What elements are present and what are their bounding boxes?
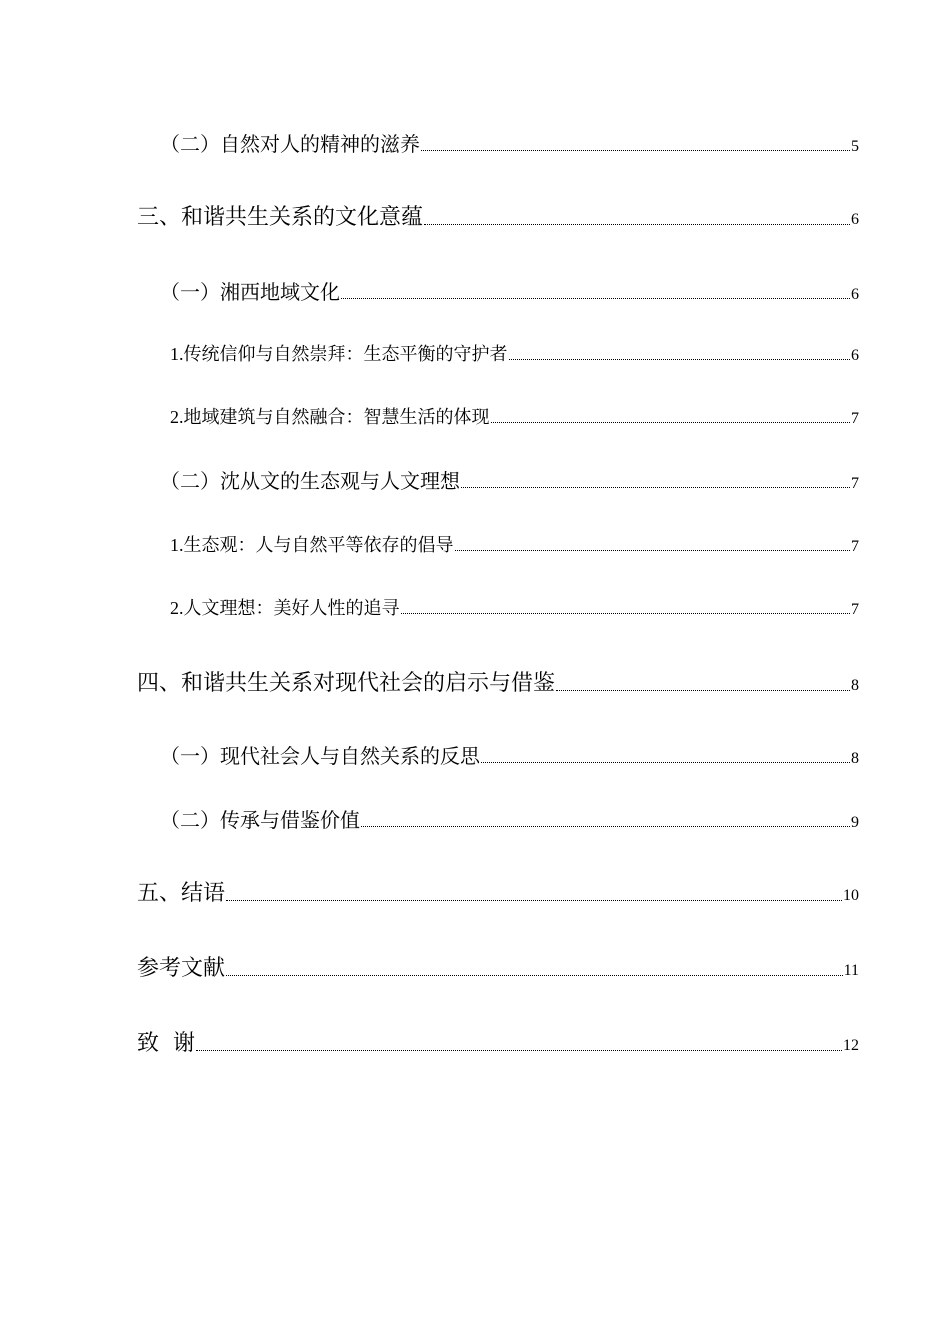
toc-entry[interactable]	[0, 594, 859, 620]
toc-entry-number: 2.	[170, 598, 184, 618]
toc-entry[interactable]	[0, 876, 859, 907]
toc-entry-title: 致 谢	[137, 1031, 195, 1056]
toc-entry-title: （二）传承与借鉴价值	[160, 808, 360, 832]
toc-page-number: 8	[851, 677, 859, 694]
toc-page-number: 10	[843, 887, 859, 904]
toc-entry[interactable]	[0, 465, 859, 494]
toc-leader-dots	[481, 762, 850, 763]
toc-entry-title: 三、和谐共生关系的文化意蕴	[137, 205, 424, 230]
toc-entry[interactable]	[0, 1026, 859, 1057]
toc-page-number: 12	[843, 1037, 859, 1054]
toc-entry-text: 人文理想：美好人性的追寻	[183, 598, 400, 619]
toc-leader-dots	[491, 422, 851, 423]
toc-entry-title: （二）自然对人的精神的滋养	[160, 132, 420, 156]
toc-entry-title	[170, 531, 454, 557]
toc-page-number: 11	[843, 962, 859, 979]
toc-entry[interactable]	[0, 276, 859, 305]
toc-page-number: 7	[851, 475, 859, 492]
toc-entry-title: （一）湘西地域文化	[160, 280, 340, 304]
toc-entry-title: （一）现代社会人与自然关系的反思	[160, 744, 480, 768]
toc-entry[interactable]	[0, 200, 859, 231]
toc-leader-dots	[226, 900, 842, 901]
toc-entry-title: 五、结语	[137, 881, 226, 906]
toc-leader-dots	[401, 613, 851, 614]
toc-entry-number: 2.	[170, 407, 184, 427]
toc-entry-text: 生态观：人与自然平等依存的倡导	[183, 535, 454, 556]
toc-page-number: 6	[851, 211, 859, 228]
toc-page-number: 7	[851, 538, 859, 555]
toc-leader-dots	[341, 298, 850, 299]
toc-leader-dots	[509, 359, 851, 360]
toc-leader-dots	[361, 826, 850, 827]
toc-entry-title	[170, 594, 400, 620]
toc-leader-dots	[556, 690, 850, 691]
toc-entry-title	[170, 403, 490, 429]
toc-page-number: 7	[851, 601, 859, 618]
toc-page-number: 6	[851, 286, 859, 303]
toc-leader-dots	[421, 150, 850, 151]
toc-leader-dots	[461, 487, 850, 488]
toc-entry[interactable]	[0, 340, 859, 366]
toc-entry[interactable]	[0, 128, 859, 157]
toc-leader-dots	[196, 1050, 842, 1051]
toc-entry-title	[170, 340, 508, 366]
toc-entry[interactable]	[0, 666, 859, 697]
toc-entry-title: 四、和谐共生关系对现代社会的启示与借鉴	[137, 671, 556, 696]
toc-entry-number: 1.	[170, 344, 184, 364]
toc-page-number: 9	[851, 814, 859, 831]
toc-entry-text: 传统信仰与自然崇拜：生态平衡的守护者	[183, 344, 508, 365]
toc-entry[interactable]	[0, 531, 859, 557]
toc-page-number: 5	[851, 138, 859, 155]
toc-leader-dots	[455, 550, 851, 551]
toc-entry-number: 1.	[170, 535, 184, 555]
toc-page-number: 6	[851, 347, 859, 364]
toc-entry[interactable]	[0, 951, 859, 982]
toc-entry-title: （二）沈从文的生态观与人文理想	[160, 469, 460, 493]
toc-page-number: 8	[851, 750, 859, 767]
toc-entry-title: 参考文献	[137, 956, 226, 981]
toc-page-number: 7	[851, 410, 859, 427]
toc-entry[interactable]	[0, 740, 859, 769]
toc-leader-dots	[226, 975, 843, 976]
toc-entry[interactable]	[0, 403, 859, 429]
toc-leader-dots	[424, 224, 850, 225]
toc-entry-text: 地域建筑与自然融合：智慧生活的体现	[183, 407, 490, 428]
toc-entry[interactable]	[0, 804, 859, 833]
